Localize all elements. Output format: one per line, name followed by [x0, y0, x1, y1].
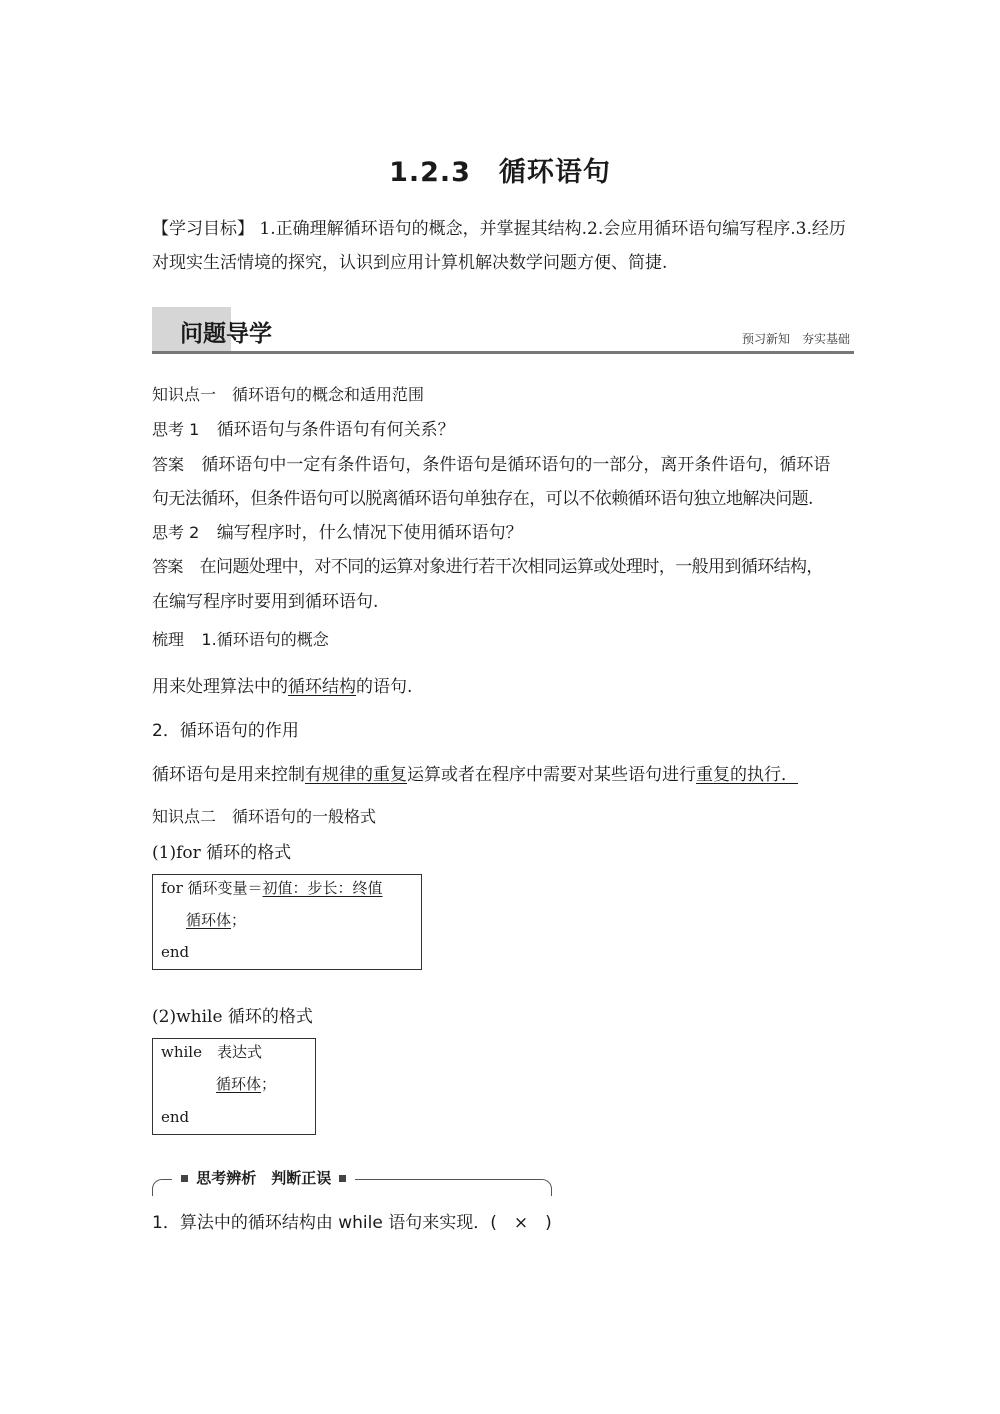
for-body-post: ；: [231, 911, 247, 929]
concept-post: 的语句.: [356, 677, 413, 697]
learning-objectives: [152, 212, 852, 246]
objectives-line2: 对现实生活情境的探究，认识到应用计算机解决数学问题方便、简捷.: [152, 253, 668, 273]
section-header: [152, 307, 854, 355]
role-blank2: 重复的执行．: [696, 765, 798, 785]
role-line: [152, 758, 798, 792]
for-format-box: [152, 874, 422, 970]
think2-text: 编写程序时，什么情况下使用循环语句？: [216, 523, 523, 543]
role-blank1: 有规律的重复: [305, 765, 407, 785]
think1: [152, 413, 455, 447]
think1-text: 循环语句与条件语句有何关系？: [216, 420, 455, 440]
answer1-line2: 句无法循环，但条件语句可以脱离循环语句单独存在，可以不依赖循环语句独立地解决问题.: [152, 489, 813, 509]
page-title: 1.2.3 循环语句: [389, 157, 611, 188]
while-label: (2)while 循环的格式: [152, 1007, 313, 1027]
section-subtitle: 预习新知 夯实基础: [741, 332, 850, 346]
for-line2: [186, 904, 246, 936]
concept-blank: 循环结构: [288, 677, 356, 697]
answer2: [152, 550, 857, 584]
while-body: 循环体: [216, 1075, 262, 1093]
kp2-title: 知识点二 循环语句的一般格式: [152, 807, 377, 826]
section-rule: [152, 351, 854, 354]
while-format-box: [152, 1038, 316, 1135]
square-bullet-icon: [181, 1175, 188, 1182]
for-end: end: [161, 943, 190, 961]
answer1-label: 答案: [152, 455, 185, 474]
think2-label: 思考 2: [152, 523, 200, 542]
answer1: [152, 448, 852, 482]
role-p1: 循环语句是用来控制: [152, 765, 305, 785]
think2: [152, 516, 523, 550]
concept-line: [152, 670, 412, 704]
summary: [152, 623, 329, 657]
for-line1: [161, 872, 383, 904]
think-discern-header: [152, 1165, 550, 1197]
concept-pre: 用来处理算法中的: [152, 677, 288, 697]
square-bullet-icon: [339, 1175, 346, 1182]
answer2-line2: 在编写程序时要用到循环语句.: [152, 592, 379, 612]
while-body-post: ；: [261, 1075, 277, 1093]
for-label: (1)for 循环的格式: [152, 843, 292, 863]
objectives-label: 【学习目标】: [152, 219, 254, 239]
answer2-line1: 在问题处理中，对不同的运算对象进行若干次相同运算或处理时，一般用到循环结构，: [199, 557, 823, 577]
role-p2: 运算或者在程序中需要对某些语句进行: [407, 765, 696, 785]
kp1-title: 知识点一 循环语句的概念和适用范围: [152, 385, 425, 404]
while-line2: [216, 1068, 276, 1100]
think1-label: 思考 1: [152, 420, 200, 439]
while-line1: while 表达式: [161, 1043, 262, 1061]
objectives-line1: 1.正确理解循环语句的概念，并掌握其结构.2.会应用循环语句编写程序.3.经历: [259, 219, 846, 239]
think-discern-text: 思考辨析 判断正误: [196, 1169, 332, 1187]
question-1: 1．算法中的循环结构由 while 语句来实现．( × ): [152, 1213, 552, 1233]
think-discern-label: [172, 1167, 355, 1188]
answer1-line1: 循环语句中一定有条件语句，条件语句是循环语句的一部分，离开条件语句，循环语: [201, 455, 831, 475]
summary-item1: 1.循环语句的概念: [201, 630, 329, 649]
for-line1-pre: for 循环变量＝: [161, 879, 263, 897]
while-end: end: [161, 1108, 190, 1126]
for-init-step-end: 初值：步长：终值: [262, 879, 383, 897]
for-body: 循环体: [186, 911, 232, 929]
answer2-label: 答案: [152, 557, 183, 576]
summary-label: 梳理: [152, 630, 185, 649]
section-heading: 问题导学: [180, 321, 272, 347]
item2: 2．循环语句的作用: [152, 721, 299, 741]
